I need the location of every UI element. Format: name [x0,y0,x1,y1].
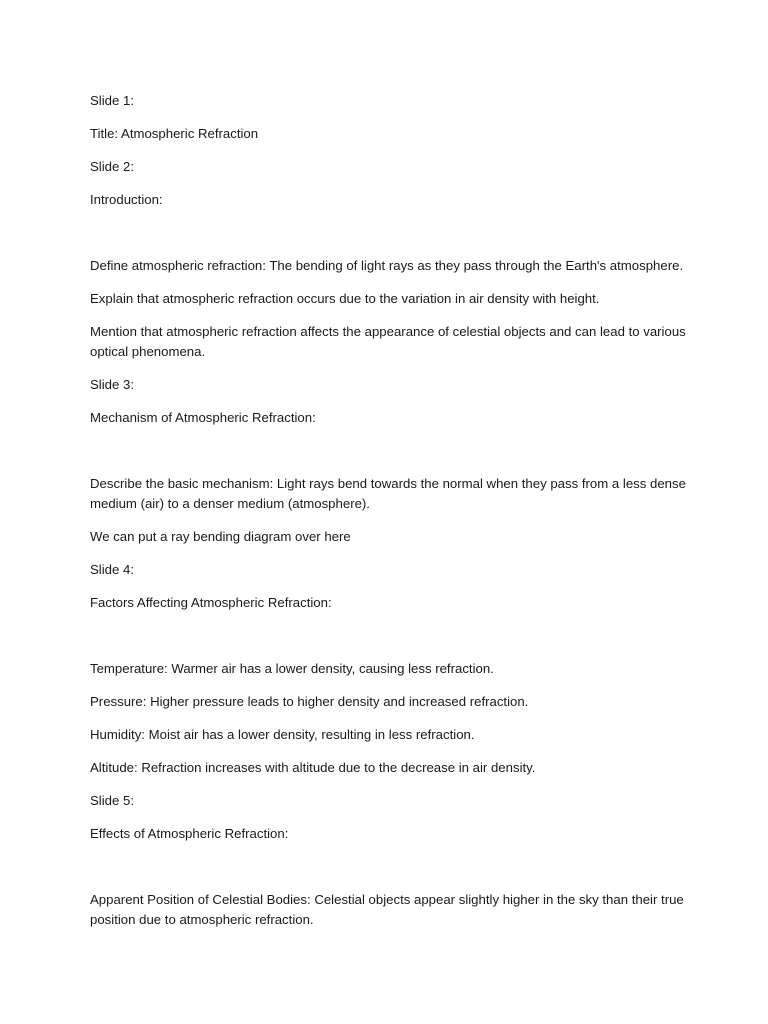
slide-4-point-1: Temperature: Warmer air has a lower density, causing less refraction. [90,661,494,676]
slide-2-point-1: Define atmospheric refraction: The bending of light rays as they pass through the Earth's atmosphere. [90,258,684,273]
slide-2-point-3: Mention that atmospheric refraction affects the appearance of celestial objects and can lead to various optical phenomena. [90,324,686,359]
slide-5-point-1: Apparent Position of Celestial Bodies: Celestial objects appear slightly higher in the sky than their true position due to atmospheric refraction. [90,892,684,927]
slide-4-point-3: Humidity: Moist air has a lower density, resulting in less refraction. [90,727,475,742]
slide-1-title: Title: Atmospheric Refraction [90,126,259,141]
slide-4-heading: Factors Affecting Atmospheric Refraction: [90,595,332,610]
document-page [90,91,690,943]
slide-4-point-2: Pressure: Higher pressure leads to higher density and increased refraction. [90,694,529,709]
slide-4-point-4: Altitude: Refraction increases with altitude due to the decrease in air density. [90,760,536,775]
slide-3-point-1: Describe the basic mechanism: Light rays bend towards the normal when they pass from a less dense medium (air) to a denser medium (atmosphere). [90,476,686,511]
slide-3-heading: Mechanism of Atmospheric Refraction: [90,410,316,425]
slide-1-label: Slide 1: [90,93,134,108]
slide-2-heading: Introduction: [90,192,163,207]
slide-3-label: Slide 3: [90,377,134,392]
slide-3-point-2: We can put a ray bending diagram over here [90,529,351,544]
slide-2-point-2: Explain that atmospheric refraction occurs due to the variation in air density with height. [90,291,600,306]
slide-5-label: Slide 5: [90,793,134,808]
slide-5-heading: Effects of Atmospheric Refraction: [90,826,289,841]
slide-4-label: Slide 4: [90,562,134,577]
slide-2-label: Slide 2: [90,159,134,174]
